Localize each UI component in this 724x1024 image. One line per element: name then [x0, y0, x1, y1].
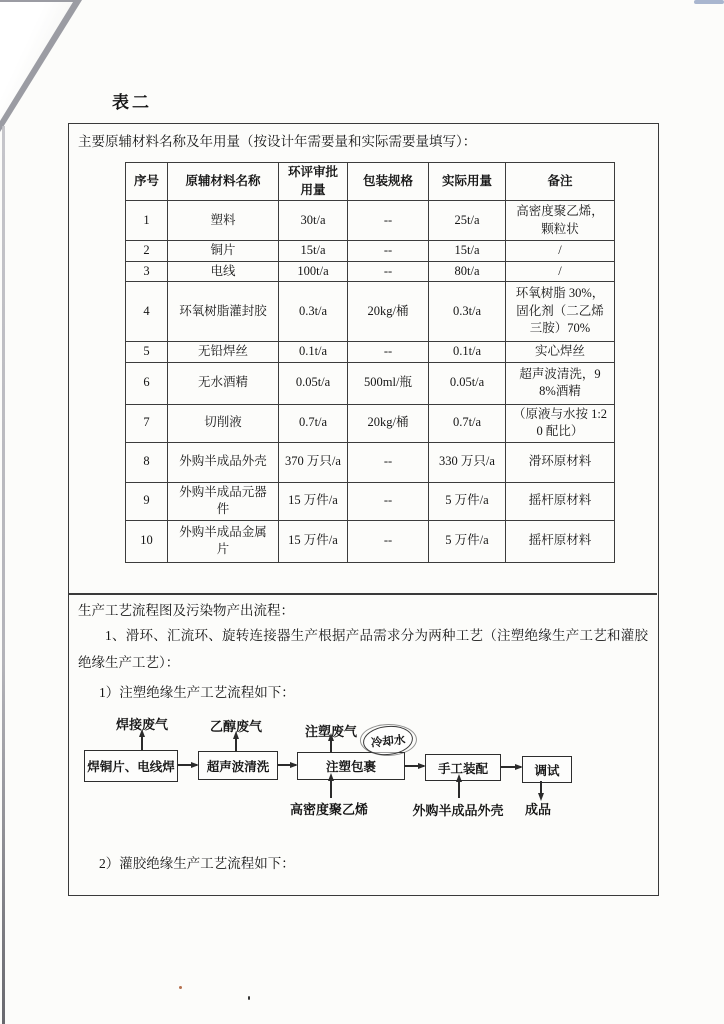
- cell-seq: 9: [126, 482, 168, 520]
- flow-input-label: 高密度聚乙烯: [289, 802, 369, 817]
- cell-actual-qty: 5 万件/a: [429, 482, 506, 520]
- flow-box-manual-assembly: 手工装配: [425, 754, 501, 781]
- flow-box-welding: 焊铜片、电线焊: [84, 750, 178, 782]
- cell-remark: 滑环原材料: [506, 442, 615, 482]
- process-section-title: 生产工艺流程图及污染物产出流程：: [78, 603, 294, 618]
- flow-arrow-right: [500, 766, 521, 768]
- flow-arrow-up: [330, 740, 332, 752]
- cell-name: 无水酒精: [168, 362, 279, 404]
- cell-seq: 1: [126, 201, 168, 241]
- cell-actual-qty: 0.1t/a: [429, 342, 506, 363]
- flow-emission-label: 焊接废气: [115, 717, 169, 732]
- flow-arrow-up: [141, 736, 143, 750]
- cell-actual-qty: 330 万只/a: [429, 442, 506, 482]
- cell-seq: 6: [126, 362, 168, 404]
- cell-packaging: --: [348, 261, 429, 282]
- cell-packaging: --: [348, 442, 429, 482]
- cell-name: 外购半成品金属片: [168, 520, 279, 562]
- cell-eia-qty: 0.05t/a: [279, 362, 348, 404]
- cell-eia-qty: 15t/a: [279, 241, 348, 262]
- table-row: [126, 442, 615, 482]
- cell-actual-qty: 0.7t/a: [429, 404, 506, 442]
- cell-actual-qty: 25t/a: [429, 201, 506, 241]
- cell-name: 环氧树脂灌封胶: [168, 282, 279, 342]
- materials-table: [125, 162, 615, 563]
- table-row: [126, 482, 615, 520]
- materials-section-title: 主要原辅材料名称及年用量（按设计年需要量和实际需要量填写）：: [78, 134, 477, 149]
- flow-arrow-right: [404, 765, 424, 767]
- cell-seq: 10: [126, 520, 168, 562]
- process-step1-label: 1）注塑绝缘生产工艺流程如下：: [99, 685, 295, 700]
- cell-remark: （原液与水按 1:20 配比）: [506, 404, 615, 442]
- process-paragraph: 1、滑环、汇流环、旋转连接器生产根据产品需求分为两种工艺（注塑绝缘生产工艺和灌胶绝缘生产工艺）：: [78, 628, 648, 670]
- flow-emission-label: 注塑废气: [304, 724, 358, 739]
- cell-packaging: --: [348, 241, 429, 262]
- cell-eia-qty: 370 万只/a: [279, 442, 348, 482]
- flow-arrow-up: [235, 738, 237, 751]
- table-row: [126, 342, 615, 363]
- flow-arrow-right: [177, 764, 197, 766]
- scan-speck: [248, 996, 250, 1000]
- table-row: [126, 282, 615, 342]
- cell-seq: 7: [126, 404, 168, 442]
- cell-actual-qty: 0.3t/a: [429, 282, 506, 342]
- table-header-row: [126, 163, 615, 201]
- table-row: [126, 362, 615, 404]
- process-step2-label: 2）灌胶绝缘生产工艺流程如下：: [99, 856, 295, 871]
- cell-seq: 2: [126, 241, 168, 262]
- cell-actual-qty: 0.05t/a: [429, 362, 506, 404]
- cell-eia-qty: 0.7t/a: [279, 404, 348, 442]
- cell-name: 无铅焊丝: [168, 342, 279, 363]
- cell-name: 切削液: [168, 404, 279, 442]
- cell-actual-qty: 5 万件/a: [429, 520, 506, 562]
- table-row: [126, 261, 615, 282]
- cell-eia-qty: 0.1t/a: [279, 342, 348, 363]
- flow-emission-label: 乙醇废气: [209, 719, 263, 734]
- section-divider: [69, 593, 657, 595]
- flow-box-debugging: 调试: [522, 756, 572, 783]
- table-row: [126, 201, 615, 241]
- flow-arrow-up: [330, 780, 332, 798]
- flow-input-label: 外购半成品外壳: [412, 803, 504, 818]
- flow-box-ultrasonic-clean: 超声波清洗: [198, 751, 278, 780]
- cell-remark: 摇杆原材料: [506, 520, 615, 562]
- cell-remark: 超声波清洗，98%酒精: [506, 362, 615, 404]
- cell-remark: 实心焊丝: [506, 342, 615, 363]
- cell-packaging: --: [348, 482, 429, 520]
- cell-seq: 5: [126, 342, 168, 363]
- cell-packaging: 500ml/瓶: [348, 362, 429, 404]
- cell-seq: 3: [126, 261, 168, 282]
- cell-packaging: --: [348, 201, 429, 241]
- cell-packaging: 20kg/桶: [348, 404, 429, 442]
- cell-actual-qty: 80t/a: [429, 261, 506, 282]
- cell-packaging: 20kg/桶: [348, 282, 429, 342]
- cell-remark: /: [506, 241, 615, 262]
- page-edge-line: [2, 126, 5, 1024]
- header-cell-eia-qty: 环评审批用量: [279, 163, 348, 201]
- scan-artifact-corner: [694, 0, 724, 4]
- cell-remark: 高密度聚乙烯，颗粒状: [506, 201, 615, 241]
- header-cell-seq: 序号: [126, 163, 168, 201]
- page-title: 表二: [112, 93, 152, 112]
- table-row: [126, 520, 615, 562]
- flow-arrow-right: [277, 764, 296, 766]
- cell-name: 外购半成品外壳: [168, 442, 279, 482]
- cell-remark: 摇杆原材料: [506, 482, 615, 520]
- header-cell-remark: 备注: [506, 163, 615, 201]
- flow-arrow-down: [540, 781, 542, 794]
- header-cell-name: 原辅材料名称: [168, 163, 279, 201]
- cell-packaging: --: [348, 342, 429, 363]
- cell-eia-qty: 0.3t/a: [279, 282, 348, 342]
- table-row: [126, 241, 615, 262]
- cell-eia-qty: 30t/a: [279, 201, 348, 241]
- cell-name: 塑料: [168, 201, 279, 241]
- cell-eia-qty: 100t/a: [279, 261, 348, 282]
- cooling-water-annotation: 冷却水: [362, 723, 415, 757]
- cell-eia-qty: 15 万件/a: [279, 520, 348, 562]
- cell-packaging: --: [348, 520, 429, 562]
- flow-arrow-up: [458, 781, 460, 798]
- cell-seq: 4: [126, 282, 168, 342]
- table-row: [126, 404, 615, 442]
- cell-seq: 8: [126, 442, 168, 482]
- cell-eia-qty: 15 万件/a: [279, 482, 348, 520]
- flow-box-injection-molding: 注塑包裹: [297, 752, 405, 780]
- cell-remark: /: [506, 261, 615, 282]
- cell-name: 电线: [168, 261, 279, 282]
- flow-output-label: 成品: [524, 802, 552, 817]
- header-cell-packaging: 包装规格: [348, 163, 429, 201]
- scan-speck: [179, 986, 182, 989]
- cell-actual-qty: 15t/a: [429, 241, 506, 262]
- header-cell-actual-qty: 实际用量: [429, 163, 506, 201]
- cell-name: 铜片: [168, 241, 279, 262]
- cell-name: 外购半成品元器件: [168, 482, 279, 520]
- cell-remark: 环氧树脂 30%，固化剂（二乙烯三胺）70%: [506, 282, 615, 342]
